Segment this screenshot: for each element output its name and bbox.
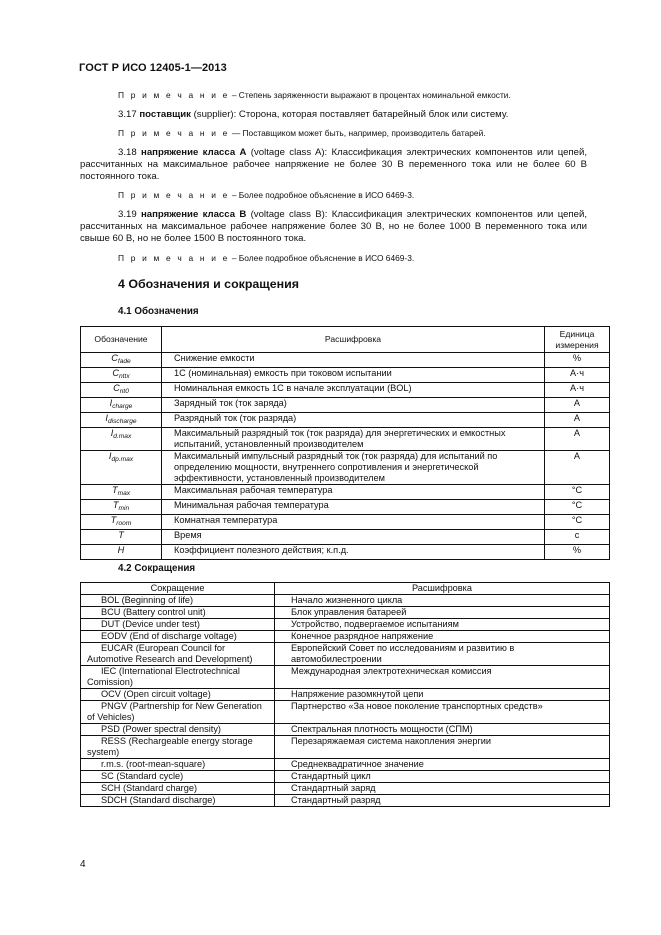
symbol-letter: H [117,545,125,555]
unit-cell: А [545,428,610,451]
unit-cell: А [545,398,610,413]
note-class-a: П р и м е ч а н и е – Более подробное объяснение в ИСО 6469-3. [118,190,415,200]
symbol-cell [81,485,162,500]
table-row [81,771,610,783]
unit-cell: °С [545,485,610,500]
table-row [81,451,610,485]
explanation-cell: Устройство, подвергаемое испытаниям [275,619,610,631]
description-cell: Коэффициент полезного действия; к.п.д. [162,545,545,560]
explanation-cell: Конечное разрядное напряжение [275,631,610,643]
description-cell: Максимальная рабочая температура [162,485,545,500]
abbreviation-cell: BOL (Beginning of life) [81,595,275,607]
table-row [81,413,610,428]
explanation-cell: Спектральная плотность мощности (СПМ) [275,724,610,736]
abbreviations-table [80,582,610,807]
explanation-cell: Перезаряжаемая система накопления энергии [275,736,610,759]
unit-cell: % [545,353,610,368]
abbreviation-cell: SDCH (Standard discharge) [81,795,275,807]
unit-cell: А·ч [545,383,610,398]
table-row [81,368,610,383]
symbol-cell [81,545,162,560]
explanation-cell: Стандартный цикл [275,771,610,783]
symbol-cell [81,428,162,451]
symbols-table-header [81,327,610,353]
abbreviation-cell: RESS (Rechargeable energy storage system) [81,736,275,759]
term-3-17: 3.17 поставщик (supplier): Сторона, которая поставляет батарейный блок или систему. [118,109,509,120]
section-4-title: 4 Обозначения и сокращения [118,277,299,291]
term-3-19: 3.19 напряжение класса В (voltage class B): Классификация электрических компонентов или цепей, рассчитанных на максимальное рабочее напряжение более 30 В, но не более 1000 В переменного тока или свыше 60 В, но не более 1500 В постоянного тока. [80,209,587,245]
table-row [81,398,610,413]
table-row [81,500,610,515]
table-row [81,666,610,689]
abbreviation-cell: EODV (End of discharge voltage) [81,631,275,643]
symbol-cell [81,515,162,530]
table-row [81,689,610,701]
symbol-letter: C [111,353,118,363]
unit-cell: °С [545,515,610,530]
table-row [81,595,610,607]
symbol-subscript: max [117,490,131,497]
table-row [81,530,610,545]
explanation-cell: Среднеквадратичное значение [275,759,610,771]
symbol-subscript: nt0 [119,388,129,395]
symbols-table [80,326,610,560]
col-symbol: Обозначение [81,327,162,353]
symbol-subscript: discharge [107,418,137,425]
explanation-cell: Европейский Совет по исследованиям и развитию в автомобилестроении [275,643,610,666]
table-row [81,607,610,619]
description-cell: Максимальный импульсный разрядный ток (ток разряда) для испытаний по определению мощности, внутреннего сопротивления и энергетической эффективности, установленный производителем [162,451,545,485]
section-4-1-title: 4.1 Обозначения [118,306,199,317]
unit-cell: А·ч [545,368,610,383]
abbreviations-table-body [81,595,610,807]
explanation-cell: Блок управления батареей [275,607,610,619]
abbreviation-cell: DUT (Device under test) [81,619,275,631]
note-label: П р и м е ч а н и е [118,190,230,200]
table-row [81,619,610,631]
explanation-cell: Стандартный заряд [275,783,610,795]
note-supplier: П р и м е ч а н и е — Поставщиком может быть, например, производитель батарей. [118,128,486,138]
table-row [81,759,610,771]
symbol-cell [81,413,162,428]
symbol-cell [81,383,162,398]
symbol-letter: I [110,428,114,438]
description-cell: Время [162,530,545,545]
term-3-18: 3.18 напряжение класса А (voltage class A): Классификация электрических компонентов или цепей, рассчитанных на максимальное рабочее напряжение не более 30 В переменного тока или не более 60 В постоянного тока. [80,147,587,183]
symbol-subscript: room [116,520,132,527]
note-label: П р и м е ч а н и е [118,253,230,263]
note-label: П р и м е ч а н и е [118,90,230,100]
abbreviation-cell: EUCAR (European Council for Automotive Research and Development) [81,643,275,666]
abbreviation-cell: PNGV (Partnership for New Generation of Vehicles) [81,701,275,724]
unit-cell: % [545,545,610,560]
description-cell: Зарядный ток (ток заряда) [162,398,545,413]
abbreviation-cell: SCH (Standard charge) [81,783,275,795]
table-row [81,724,610,736]
symbol-subscript: min [118,505,130,512]
abbreviation-cell: r.m.s. (root-mean-square) [81,759,275,771]
symbol-letter: I [109,398,113,408]
note-label: П р и м е ч а н и е [118,128,230,138]
table-row [81,428,610,451]
unit-cell: с [545,530,610,545]
table-row [81,485,610,500]
table-row [81,643,610,666]
symbol-subscript: d.max [113,433,132,440]
table-row [81,353,610,368]
symbols-table-body [81,353,610,560]
table-row [81,701,610,724]
table-row [81,545,610,560]
col-description: Расшифровка [162,327,545,353]
table-row [81,515,610,530]
description-cell: Комнатная температура [162,515,545,530]
abbreviation-cell: SC (Standard cycle) [81,771,275,783]
symbol-subscript: fade [117,358,131,365]
col-explanation: Расшифровка [275,583,610,595]
table-row [81,736,610,759]
unit-cell: А [545,413,610,428]
col-abbreviation: Сокращение [81,583,275,595]
description-cell: Максимальный разрядный ток (ток разряда) для энергетических и емкостных испытаний, установленный производителем [162,428,545,451]
symbol-cell [81,398,162,413]
note-soc: П р и м е ч а н и е – Степень заряженности выражают в процентах номинальной емкости. [118,90,511,100]
description-cell: Минимальная рабочая температура [162,500,545,515]
symbol-subscript: charge [112,403,133,410]
symbol-letter: I [105,413,108,423]
explanation-cell: Стандартный разряд [275,795,610,807]
note-class-b: П р и м е ч а н и е – Более подробное объяснение в ИСО 6469-3. [118,253,415,263]
symbol-cell [81,353,162,368]
page-number: 4 [80,859,86,870]
symbol-cell [81,530,162,545]
symbol-subscript: nttx [119,373,130,380]
symbol-cell [81,368,162,383]
table-row [81,631,610,643]
symbol-letter: C [113,383,120,393]
symbol-cell [81,500,162,515]
unit-cell: А [545,451,610,485]
symbol-cell [81,451,162,485]
abbreviation-cell: BCU (Battery control unit) [81,607,275,619]
section-4-2-title: 4.2 Сокращения [118,563,196,574]
symbol-letter: T [110,515,117,525]
explanation-cell: Международная электротехническая комиссия [275,666,610,689]
explanation-cell: Начало жизненного цикла [275,595,610,607]
explanation-cell: Партнерство «За новое поколение транспортных средств» [275,701,610,724]
explanation-cell: Напряжение разомкнутой цепи [275,689,610,701]
description-cell: Снижение емкости [162,353,545,368]
abbreviations-table-header [81,583,610,595]
description-cell: Номинальная емкость 1С в начале эксплуатации (BOL) [162,383,545,398]
abbreviation-cell: OCV (Open circuit voltage) [81,689,275,701]
table-row [81,383,610,398]
symbol-letter: T [118,530,124,540]
description-cell: 1С (номинальная) емкость при токовом испытании [162,368,545,383]
symbol-letter: T [112,500,119,510]
abbreviation-cell: IEC (International Electrotechnical Comission) [81,666,275,689]
table-row [81,795,610,807]
symbol-letter: I [108,451,112,461]
standard-header: ГОСТ Р ИСО 12405-1—2013 [79,62,227,74]
symbol-letter: C [112,368,119,378]
symbol-subscript: dp.max [111,456,134,463]
col-unit: Единица измерения [545,327,610,353]
abbreviation-cell: PSD (Power spectral density) [81,724,275,736]
symbol-letter: T [111,485,118,495]
unit-cell: °С [545,500,610,515]
description-cell: Разрядный ток (ток разряда) [162,413,545,428]
table-row [81,783,610,795]
